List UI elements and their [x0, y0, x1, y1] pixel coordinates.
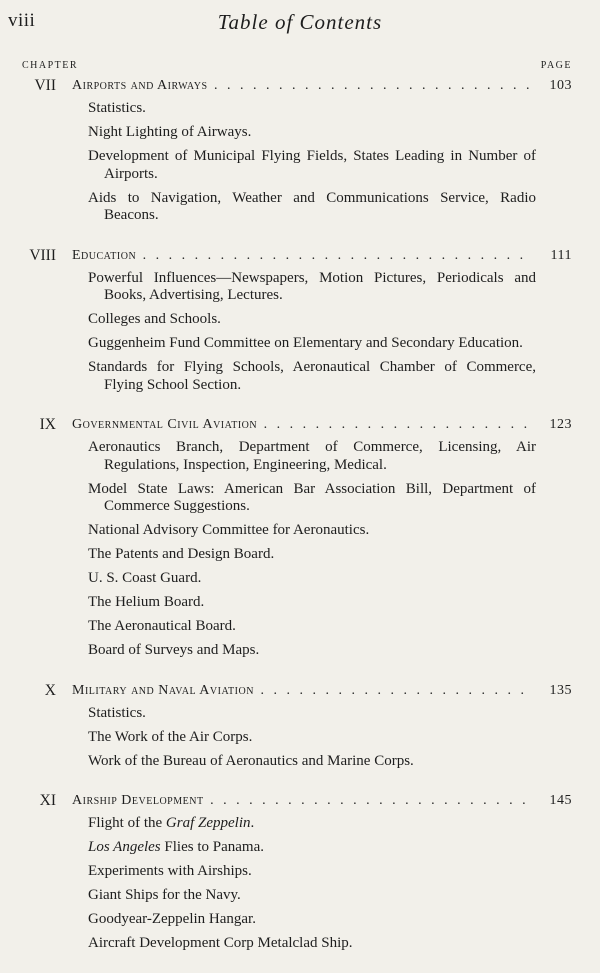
chapter-heading — [0, 790, 600, 812]
chapter-items — [0, 100, 600, 225]
list-item: The Work of the Air Corps. — [88, 728, 253, 745]
chapter-items — [0, 270, 600, 395]
chapter-heading — [0, 245, 600, 267]
list-item: Colleges and Schools. — [88, 311, 221, 327]
list-item: The Helium Board. — [88, 594, 205, 610]
list-item: Statistics. — [88, 704, 146, 721]
chapter-page: 111 — [550, 247, 572, 263]
list-item: Flight of the Graf Zeppelin. — [88, 815, 255, 831]
chapter-ix — [0, 414, 600, 660]
chapter-title: Military and Naval Aviation . . . — [72, 680, 532, 702]
chapter-title: Governmental Civil Aviation . . . — [72, 414, 532, 436]
chapter-page: 123 — [549, 417, 572, 432]
chapter-title: Airports and Airways . . . — [72, 75, 532, 97]
chapter-number: IX — [39, 416, 56, 433]
chapter-number: X — [44, 681, 56, 699]
list-item: The Aeronautical Board. — [88, 618, 236, 634]
list-item: Board of Surveys and Maps. — [88, 642, 260, 658]
page-title: Table of Contents — [217, 10, 383, 34]
chapter-title: Airship Development . . . — [72, 790, 532, 812]
chapter-number: VII — [34, 77, 56, 94]
chapter-page: 145 — [549, 793, 572, 808]
list-item: Night Lighting of Airways. — [88, 124, 252, 140]
chapter-column-label: CHAPTER — [22, 60, 79, 71]
chapter-xi — [0, 790, 600, 953]
chapter-items — [0, 439, 600, 660]
chapter-x — [0, 680, 600, 771]
list-item: Giant Ships for the Navy. — [88, 887, 241, 903]
list-item: Standards for Flying Schools, Aeronautical Chamber of Commerce, Flying School Section. — [88, 359, 536, 393]
page-column-label: PAGE — [540, 60, 572, 71]
list-item: U. S. Coast Guard. — [88, 570, 202, 586]
list-item: Development of Municipal Flying Fields, States Leading in Number of Airports. — [88, 148, 536, 182]
list-item: Goodyear-Zeppelin Hangar. — [88, 911, 256, 927]
list-item: Aids to Navigation, Weather and Communications Service, Radio Beacons. — [88, 189, 536, 223]
list-item: Experiments with Airships. — [88, 863, 252, 879]
chapter-number: XI — [39, 792, 56, 809]
table-of-contents — [0, 75, 600, 973]
ship-name: Los Angeles — [88, 839, 161, 855]
ship-name: Graf Zeppelin — [165, 815, 251, 831]
list-item: Aeronautics Branch, Department of Commerce, Licensing, Air Regulations, Inspection, Engineering, Medical. — [88, 439, 536, 473]
list-item: National Advisory Committee for Aeronautics. — [88, 522, 370, 538]
chapter-heading — [0, 75, 600, 97]
list-item: Statistics. — [88, 100, 146, 116]
chapter-number: VIII — [29, 246, 56, 264]
list-item: Guggenheim Fund Committee on Elementary and Secondary Education. — [88, 335, 523, 351]
list-item: Powerful Influences—Newspapers, Motion Pictures, Periodicals and Books, Advertising, Lectures. — [88, 269, 536, 303]
chapter-heading — [0, 414, 600, 436]
list-item: Los Angeles Flies to Panama. — [88, 839, 264, 855]
chapter-heading — [0, 680, 600, 702]
list-item: Aircraft Development Corp Metalclad Ship. — [88, 935, 353, 951]
chapter-vii — [0, 75, 600, 225]
chapter-page: 135 — [549, 682, 572, 698]
chapter-items — [0, 815, 600, 953]
chapter-title: Education . . . — [72, 245, 532, 267]
chapter-viii — [0, 245, 600, 395]
list-item: Work of the Bureau of Aeronautics and Marine Corps. — [88, 752, 414, 769]
list-item: Model State Laws: American Bar Association Bill, Department of Commerce Suggestions. — [88, 480, 536, 514]
list-item: The Patents and Design Board. — [88, 546, 275, 562]
chapter-items — [0, 705, 600, 771]
chapter-page: 103 — [549, 78, 572, 93]
page-number: viii — [8, 10, 36, 31]
